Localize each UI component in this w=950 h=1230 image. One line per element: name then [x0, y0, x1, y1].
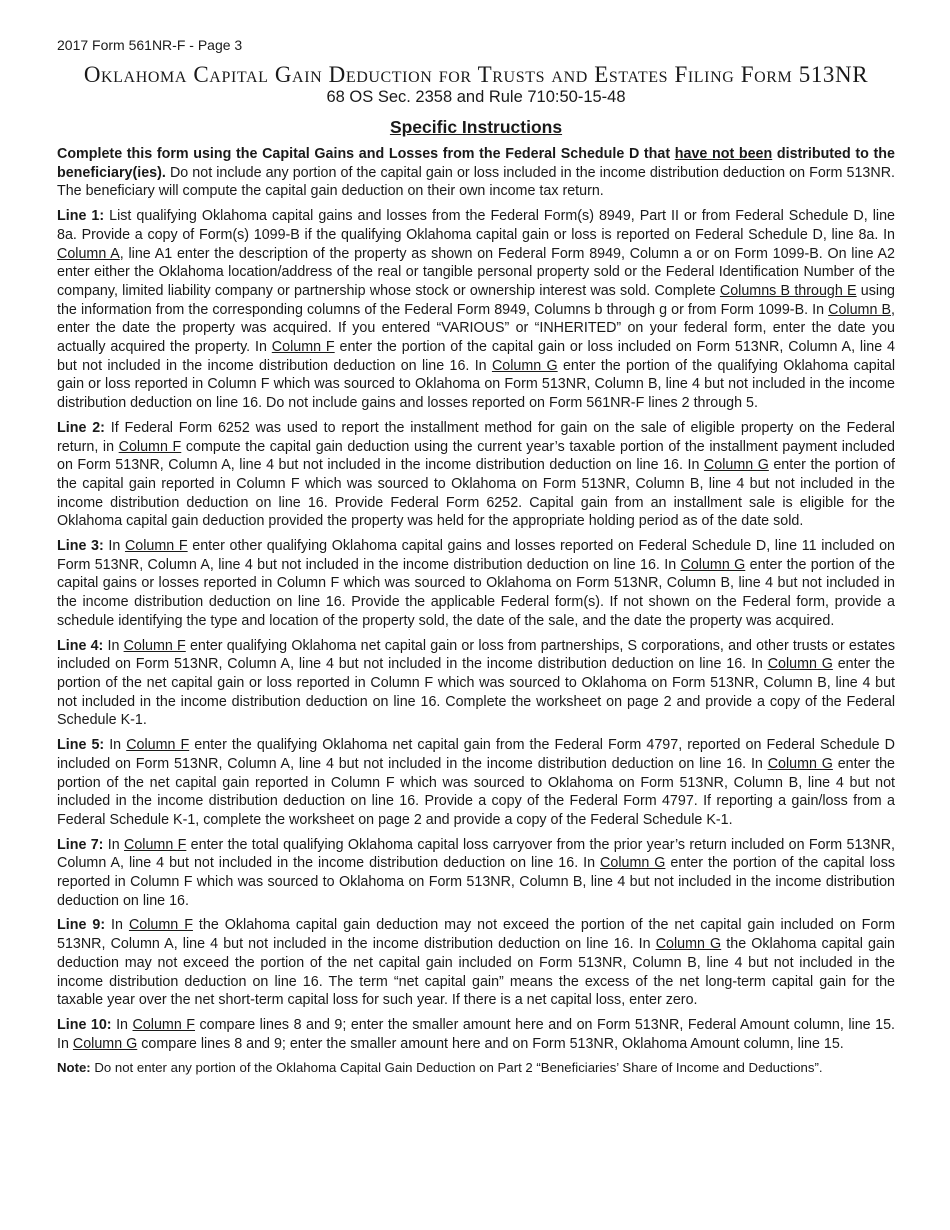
line-label: Line 1: — [57, 208, 105, 225]
text-segment: using the information from the corresponding columns of the Federal Form 8949, Columns b through g or from Form 1099-B. In — [57, 282, 895, 318]
column-ref: Column F — [271, 339, 335, 356]
column-ref: Columns B through E — [719, 282, 857, 299]
intro-bold-2: distributed to the beneficiary(ies). — [57, 146, 895, 181]
column-ref: Column F — [132, 1016, 196, 1033]
intro-bold-1: Complete this form using the Capital Gains and Losses from the Federal Schedule D that — [57, 146, 675, 162]
page-label: 2017 Form 561NR-F - Page 3 — [57, 37, 243, 53]
column-ref: Column F — [123, 637, 186, 654]
text-segment: In — [103, 637, 124, 654]
column-ref: Column G — [491, 357, 558, 374]
note-text: Do not enter any portion of the Oklahoma Capital Gain Deduction on Part 2 “Beneficiaries’ Share of Income and Deductions”. — [90, 1060, 823, 1076]
text-segment: enter the portion of the capital loss reported in Column F which was sourced to Oklahoma on Form 513NR, Column B, line 4 but not included in the income distribution deduction on line 16. — [57, 855, 895, 909]
line-label: Line 3: — [57, 538, 104, 555]
column-ref: Column F — [124, 538, 188, 555]
column-ref: Column F — [128, 917, 193, 934]
column-ref: Column G — [767, 755, 833, 772]
column-ref: Column G — [703, 457, 769, 474]
column-ref: Column F — [126, 737, 190, 754]
line-label: Line 7: — [57, 836, 104, 853]
text-segment: enter the total qualifying Oklahoma capital loss carryover from the prior year’s return included on Form 513NR, Column A, line 4 but not included in the income distribution deduction on line 16. In — [57, 836, 896, 872]
text-segment: the Oklahoma capital gain deduction may not exceed the portion of the net capital gain included on Form 513NR, Column A, line 4 but not included in the income distribution deduction on line 16. In — [57, 917, 895, 953]
text-segment: enter qualifying Oklahoma net capital gain or loss from partnerships, S corporations, and other trusts or estates included on Form 513NR, Column A, line 4 but not included in the income distribution deduction on line 16. In — [57, 637, 896, 673]
text-segment: , line A1 enter the description of the property as shown on Federal Form 8949, Column a or on Form 1099-B. On line A2 enter either the Oklahoma location/address of the real or tangible personal property sold or the Federal Identification Number of the company, limited liability company or partnership whose stock or ownership interest was sold. Complete — [57, 245, 895, 299]
section-heading: Specific Instructions — [389, 117, 563, 137]
text-segment: In — [111, 1016, 133, 1033]
line-4-paragraph — [57, 637, 895, 731]
intro-bold-underlined: have not been — [674, 146, 773, 162]
statute-subtitle: 68 OS Sec. 2358 and Rule 710:50-15-48 — [326, 88, 626, 106]
text-segment: compare lines 8 and 9; enter the smaller amount here and on Form 513NR, Oklahoma Amount column, line 15. — [137, 1035, 844, 1052]
text-segment: enter the portion of the capital gains or losses reported in Column F which was sourced to Oklahoma on Form 513NR, Column B, line 4 but not included in the income distribution deduction on line 16. Provide the applicable Federal form(s). If not shown on the Federal form, provide a schedule identifying the type and location of the property sold, the date of the sale, and the date the property was acquired. — [57, 556, 896, 629]
line-label: Line 5: — [57, 737, 105, 754]
line-label: Line 4: — [57, 637, 104, 654]
column-ref: Column G — [72, 1035, 138, 1052]
line-label: Line 2: — [57, 419, 105, 436]
text-segment: In — [105, 917, 129, 934]
text-segment: enter the portion of the qualifying Oklahoma capital gain or loss reported in Column F which was sourced to Oklahoma on Form 513NR, Column B, line 4 but not included in the income distribution deduction on line 16. Do not include gains and losses reported on Form 561NR-F lines 2 through 5. — [57, 357, 895, 412]
text-segment: In — [104, 737, 127, 754]
column-ref: Column A — [57, 245, 120, 262]
instructions-body — [57, 145, 895, 1084]
page-title: Oklahoma Capital Gain Deduction for Trusts and Estates Filing Form 513NR — [83, 62, 869, 87]
text-segment: enter the portion of the capital gain reported in Column F which was sourced to Oklahoma on Form 513NR, Column B, line 4 but not included in the income distribution deduction on line 16. Provide Federal Form 6252. Capital gain from an installment sale is eligible for the Oklahoma capital gain deduction provided the property was held for the appropriate holding period as of the date sold. — [57, 457, 895, 530]
line-2-paragraph — [57, 419, 895, 531]
line-10-paragraph — [57, 1016, 895, 1053]
line-5-paragraph — [57, 736, 895, 830]
column-ref: Column B — [828, 301, 892, 318]
column-ref: Column G — [767, 656, 833, 673]
column-ref: Column G — [655, 936, 722, 953]
text-segment: enter other qualifying Oklahoma capital gains and losses reported on Federal Schedule D, line 11 included on Form 513NR, Column A, line 4 but not included in the income distribution deduction on line 16. In — [57, 538, 895, 573]
text-segment: compute the capital gain deduction using the current year’s taxable portion of the installment payment included on Form 513NR, Column A, line 4 but not included in the income distribution deduction on line 16. In — [57, 438, 895, 474]
column-ref: Column F — [124, 836, 187, 853]
line-3-paragraph — [57, 537, 895, 631]
line-label: Line 9: — [57, 917, 106, 934]
line-label: Line 10: — [57, 1016, 112, 1033]
text-segment: In — [103, 836, 125, 853]
text-segment: enter the qualifying Oklahoma net capital gain from the Federal Form 4797, reported on Federal Schedule D included on Form 513NR, Column A, line 4 but not included in the income distribution deduction on line 16. In — [57, 737, 895, 772]
text-segment: enter the portion of the net capital gain or loss reported in Column F which was sourced to Oklahoma on Form 513NR, Column B, line 4 but not included in the income distribution deduction on line 16. Complete the worksheet on page 2 and provide a copy of the Federal Schedule K-1. — [57, 656, 895, 729]
line-9-paragraph — [57, 916, 895, 1010]
note-label: Note: — [57, 1060, 91, 1076]
text-segment: the Oklahoma capital gain deduction may not exceed the portion of the net capital gain included on Form 513NR, Column B, line 4 but not included in the income distribution deduction on line 16. The term “net capital gain” means the excess of the net long-term capital gain for the taxable year over the net short-term capital loss for such year. If there is a net capital loss, enter zero. — [57, 936, 896, 1009]
line-1-paragraph — [57, 207, 895, 413]
intro-paragraph — [57, 145, 895, 201]
text-segment: enter the portion of the capital gain or loss included on Form 513NR, Column A, line 4 but not included in the income distribution deduction on line 16. In — [57, 339, 895, 374]
text-segment: List qualifying Oklahoma capital gains and losses from the Federal Form(s) 8949, Part II or from Federal Schedule D, line 8a. Provide a copy of Form(s) 1099-B if the qualifying Oklahoma capital gain or loss is reported on Federal Schedule D, line 8a. In — [57, 208, 895, 243]
column-ref: Column G — [600, 855, 666, 872]
text-segment: , enter the date the property was acquired. If you entered “VARIOUS” or “INHERITED” on your federal form, enter the date you actually acquired the property. In — [57, 301, 895, 356]
column-ref: Column F — [118, 438, 182, 455]
column-ref: Column G — [680, 556, 746, 573]
text-segment: enter the portion of the net capital gain reported in Column F which was sourced to Oklahoma on Form 513NR, Column B, line 4 but not included in the income distribution deduction on line 16. Provide a copy of the Federal Form 4797. If reporting a gain/loss from a Federal Schedule K-1, complete the worksheet on page 2 and provide a copy of the Federal Schedule K-1. — [57, 755, 895, 828]
text-segment: In — [103, 538, 125, 555]
text-segment: If Federal Form 6252 was used to report the installment method for gain on the sale of eligible property on the Federal return, in — [57, 419, 895, 455]
line-7-paragraph — [57, 836, 895, 911]
text-segment: compare lines 8 and 9; enter the smaller amount here and on Form 513NR, Federal Amount column, line 15. In — [57, 1016, 895, 1052]
note-paragraph — [57, 1059, 895, 1078]
intro-text: Do not include any portion of the capital gain or loss included in the income distribution deduction on Form 513NR. The beneficiary will compute the capital gain deduction on their own income tax return. — [57, 164, 895, 200]
